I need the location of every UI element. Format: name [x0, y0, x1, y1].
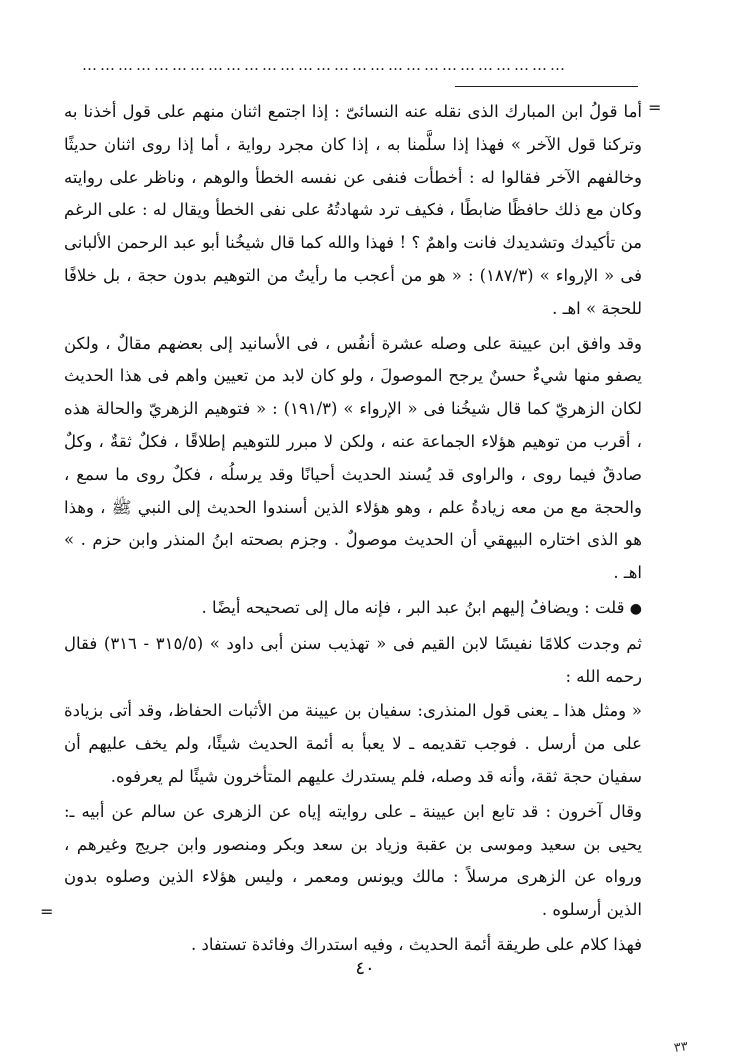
continuation-mark-bottom: = — [40, 902, 54, 921]
page-body — [64, 96, 642, 962]
header-dotted-line: ……………………………………………………………………… — [82, 56, 568, 74]
paragraph-4: ثم وجدت كلامًا نفيسًا لابن القيم فى « تهذيب سنن أبى داود » (٣١٥/٥ - ٣١٦) فقال رحمه الله : — [64, 633, 642, 686]
paragraph-3 — [64, 592, 642, 626]
paragraph-7: فهذا كلام على طريقة أئمة الحديث ، وفيه استدراك وفائدة تستفاد . — [191, 934, 642, 954]
paragraph-2: وقد وافق ابن عيينة على وصله عشرة أنفُس ، فى الأسانيد إلى بعضهم مقالٌ ، ولكن يصفو منها شيءٌ حسنٌ يرجح الموصولَ ، ولو كان لابد من تعيين واهم فى هذا الحديث لكان الزهريّ كما قال شيخُنا فى « الإرواء » (١٩١/٣) : « فتوهيم الزهريّ والحالة هذه ، أقرب من توهيم هؤلاء الجماعة عنه ، ولكن لا مبرر للتوهيم إطلاقًا ، فكلٌ ثقةٌ ، وكلٌ صادقٌ فيما روى ، والراوى قد يُسند الحديث أحيانًا وقد يرسلُه ، فكلٌ روى ما سمع ، والحجة مع من معه زيادةُ علم ، وهو هؤلاء الذين أسندوا الحديث إلى النبي ﷺ ، وهذا هو الذى اختاره البيهقي أن الحديث موصولٌ . وجزم بصحته ابنُ المنذر وابن حزم . » اهـ . — [64, 333, 643, 583]
header-rule — [455, 86, 638, 87]
continuation-mark-top: = — [648, 98, 662, 117]
bullet-icon: ● — [629, 600, 642, 617]
paragraph-6: وقال آخرون : قد تابع ابن عيينة ـ على روايته إياه عن الزهرى عن سالم عن أبيه ـ: يحيى بن سعيد وموسى بن عقبة وزياد بن سعد وبكر ومنصور وابن جريج وغيرهم ، ورواه عن الزهرى مرسلاً : مالك ويونس ومعمر ، وليس هؤلاء الذين وصلوه بدون الذين أرسلوه . — [64, 801, 642, 920]
quote-paragraph: « ومثل هذا ـ يعنى قول المنذرى: سفيان بن عيينة من الأثبات الحفاظ، وقد أتى بزيادة على من أرسل . فوجب تقديمه ـ لا يعبأ به أئمة الحديث شيئًا، ولم يخف عليهم أن سفيان حجة ثقة، وأنه قد وصله، فلم يستدرك عليهم المتأخرون شيئًا لم يعرفوه. — [64, 701, 642, 786]
corner-mark: ٣٣ — [673, 1039, 689, 1056]
paragraph-3-text: قلت : ويضافُ إليهم ابنُ عبد البر ، فإنه مال إلى تصحيحه أيضًا . — [201, 597, 625, 617]
paragraph-1: أما قولُ ابن المبارك الذى نقله عنه النسائىّ : إذا اجتمع اثنان منهم على قول أخذنا به وتركنا قول الآخر » فهذا إذا سلَّمنا به ، إذا كان مجرد رواية ، أما إذا روى اثنان حديثًا وخالفهم الآخر فقالوا له : أخطأت فنفى عن نفسه الخطأ والوهم ، وناظر على روايته وكان مع ذلك حافظًا ضابطًا ، فكيف ترد شهادتُهُ على نفى الخطأ ويقال له : على الرغم من تأكيدك وتشديدك فانت واهمٌ ؟ ! فهذا والله كما قال شيخُنا أبو عبد الرحمن الألبانى فى « الإرواء » (١٨٧/٣) : « هو من أعجب ما رأيتُ من التوهيم بدون حجة ، بل خلافًا للحجة » اهـ . — [64, 102, 642, 318]
page-number: ٤٠ — [355, 958, 375, 979]
